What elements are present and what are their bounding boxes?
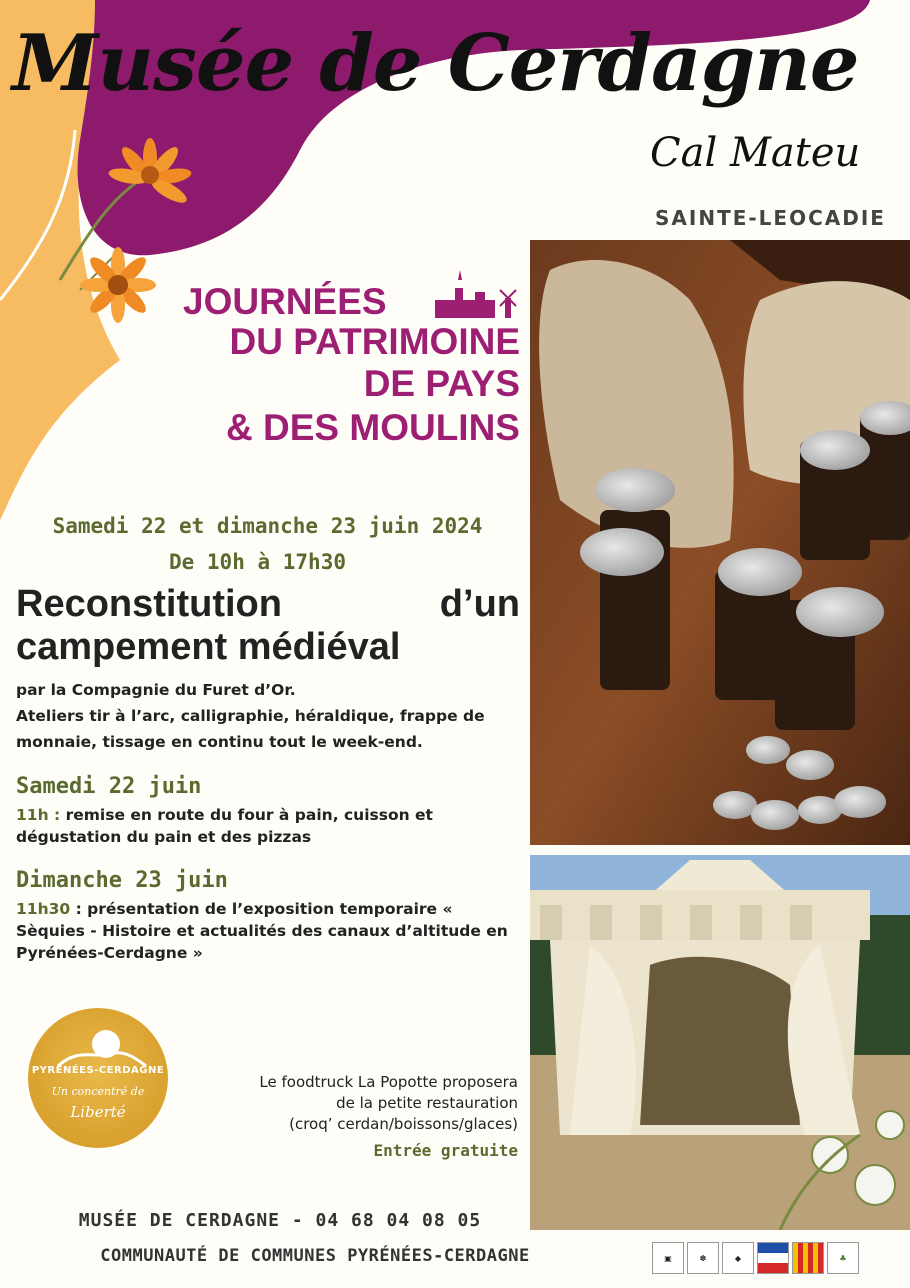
intro-workshops: Ateliers tir à l’arc, calligraphie, héraldique, frappe de monnaie, tissage en continu tout le week-end. xyxy=(16,707,485,751)
museum-title: Musée de Cerdagne xyxy=(12,18,859,109)
france-flag-icon xyxy=(757,1242,789,1274)
intro-company: par la Compagnie du Furet d’Or. xyxy=(16,681,296,699)
tent-photo xyxy=(530,855,910,1230)
pyrenees-cerdagne-logo xyxy=(28,1008,168,1148)
sunday-text: : présentation de l’exposition temporaire « Sèquies - Histoire et actualités des canaux d’altitude en Pyrénées-Cerdagne » xyxy=(16,900,508,962)
event-title-line3: DE PAYS xyxy=(363,363,520,404)
region-badge-icon: ◆ xyxy=(722,1242,754,1274)
saturday-text: remise en route du four à pain, cuisson et dégustation du pain et des pizzas xyxy=(16,806,433,846)
coins-photo xyxy=(530,240,910,845)
sunday-program xyxy=(16,898,520,964)
food-line2: de la petite restauration xyxy=(336,1094,518,1112)
event-title-line4: & DES MOULINS xyxy=(226,407,520,448)
headline-line2: campement médiéval xyxy=(16,626,401,668)
footer-community: COMMUNAUTÉ DE COMMUNES PYRÉNÉES-CERDAGNE xyxy=(100,1246,530,1266)
heritage-badge-icon: ✽ xyxy=(687,1242,719,1274)
event-dates: Samedi 22 et dimanche 23 juin 2024 xyxy=(52,514,483,538)
logo-word: Liberté xyxy=(70,1103,126,1121)
sunday-heading: Dimanche 23 juin xyxy=(16,868,228,893)
saturday-heading: Samedi 22 juin xyxy=(16,774,202,799)
location-label: SAINTE-LEOCADIE xyxy=(655,206,886,230)
sunday-time: 11h30 xyxy=(16,900,71,918)
tree-badge-icon: ♣ xyxy=(827,1242,859,1274)
free-entry-label: Entrée gratuite xyxy=(373,1141,518,1160)
museum-badge-icon: ▣ xyxy=(652,1242,684,1274)
catalan-flag-icon xyxy=(792,1242,824,1274)
food-line3: (croq’ cerdan/boissons/glaces) xyxy=(289,1115,518,1133)
saturday-time: 11h : xyxy=(16,806,61,824)
museum-subtitle: Cal Mateu xyxy=(650,130,861,176)
event-title-line2: DU PATRIMOINE xyxy=(229,321,520,362)
mountain-sun-icon xyxy=(28,1008,168,1148)
logo-name: PYRÉNÉES-CERDAGNE xyxy=(31,1065,165,1076)
food-line1: Le foodtruck La Popotte proposera xyxy=(259,1073,518,1091)
saturday-program xyxy=(16,804,520,848)
logo-tagline: Un concentré de xyxy=(51,1085,145,1098)
event-hours: De 10h à 17h30 xyxy=(168,550,346,574)
footer-contact: MUSÉE DE CERDAGNE - 04 68 04 08 05 xyxy=(78,1210,482,1231)
headline-line1: Reconstitution d’un xyxy=(16,583,520,625)
event-title-line1: JOURNÉES xyxy=(183,281,387,322)
